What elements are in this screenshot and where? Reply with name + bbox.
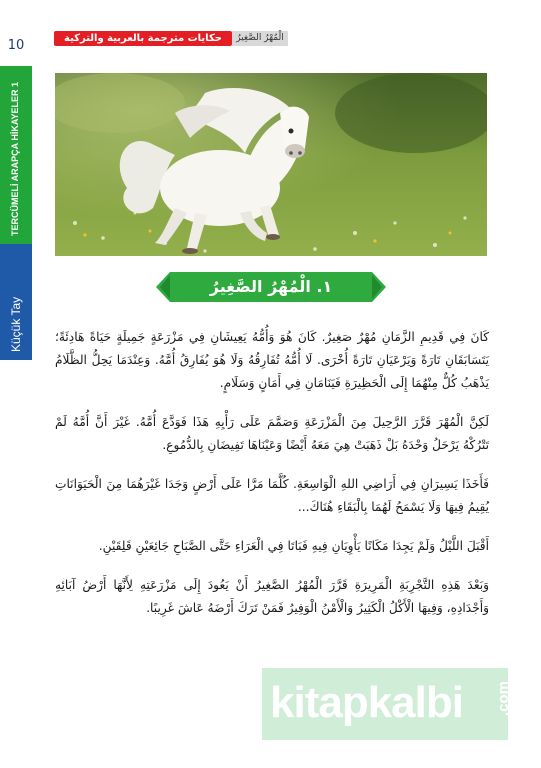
paragraph: أَقْبَلَ اللَّيْلُ وَلَمْ يَجِدَا مَكَانًا يَأْوِيَانِ فِيهِ فَبَاتَا فِي الْعَرَاءِ حَتَّى الصَّبَاحِ جَائِعَيْنِ قَلِقَيْنِ. [98, 539, 489, 553]
sidebar [0, 0, 32, 768]
story-title-vertical: Küçük Tay [9, 296, 23, 352]
page-number: 10 [0, 28, 32, 64]
book-label: حكايات مترجمة بالعربية والتركية [54, 31, 232, 46]
chapter-title-banner [156, 272, 386, 302]
paragraph: كَانَ فِي قَدِيمِ الزَّمَانِ مُهْرٌ صَغِيرٌ. كَانَ هُوَ وَأُمُّهُ يَعِيشَانِ فِي مَزْرَعَةٍ جَمِيلَةٍ حَيَاةً هَادِئَةً؛ يَتَسَابَقَانِ تَارَةً وَيَرْعَيَانِ تَارَةً أُخْرَى. لَا أُمُّهُ تُفَارِقُهُ وَلَا هُوَ يُفَارِقُ أُمَّهُ. وَعِنْدَمَا يَحِلُّ الظَّلَامُ يَذْهَبُ كُلٌّ مِنْهُمَا إِلَى الْحَظِيرَةِ فَيَنَامَانِ فِي أَمَانٍ وَسَلَامٍ. [55, 330, 489, 390]
story-text [55, 326, 489, 636]
watermark-text: kitapkalbi [270, 678, 463, 727]
pony-illustration [55, 73, 487, 256]
running-header: الْمُهْرُ الصَّغِيرُ [232, 31, 288, 46]
series-title: TERCÜMELİ ARAPÇA HİKAYELER 1 [10, 81, 20, 236]
paragraph: لَكِنَّ الْمُهْرَ قَرَّرَ الرَّحِيلَ مِنَ الْمَزْرَعَةِ وَصَمَّمَ عَلَى رَأْيِهِ هَذَا فَوَدَّعَ أُمَّهُ. غَيْرَ أَنَّ أُمَّهُ لَمْ تَتْرُكْهُ يَرْحَلُ وَحْدَهُ بَلْ ذَهَبَتْ هِيَ مَعَهُ أَيْضًا وَعَيْنَاهَا تَفِيضَانِ بِالدُّمُوعِ. [55, 415, 489, 452]
paragraph: وَبَعْدَ هَذِهِ التَّجْرِبَةِ الْمَرِيرَةِ قَرَّرَ الْمُهْرُ الصَّغِيرُ أَنْ يَعُودَ إِلَى مَزْرَعَتِهِ لِأَنَّهَا أَرْضُ آبَائِهِ وَأَجْدَادِهِ، وَفِيهَا الْأَكْلُ الْكَثِيرُ وَالْأَمْنُ الْوَفِيرُ فَمَنْ تَرَكَ أَرْضَهُ عَاشَ غَرِيبًا. [55, 578, 489, 615]
pony-photo [55, 73, 487, 256]
chapter-title: ١. الْمُهْرُ الصَّغِيرُ [209, 277, 333, 296]
paragraph: فَأَخَذَا يَسِيرَانِ فِي أَرَاضِي اللهِ الْوَاسِعَةِ. كُلَّمَا مَرَّا عَلَى أَرْضٍ وَجَدَا غَيْرَهُمَا مِنَ الْحَيَوَانَاتِ يُقِيمُ فِيهَا وَلَا يَسْمَحُ لَهُمَا بِالْبَقَاءِ هُنَاكَ... [55, 477, 489, 514]
watermark-suffix: .com [495, 680, 513, 717]
